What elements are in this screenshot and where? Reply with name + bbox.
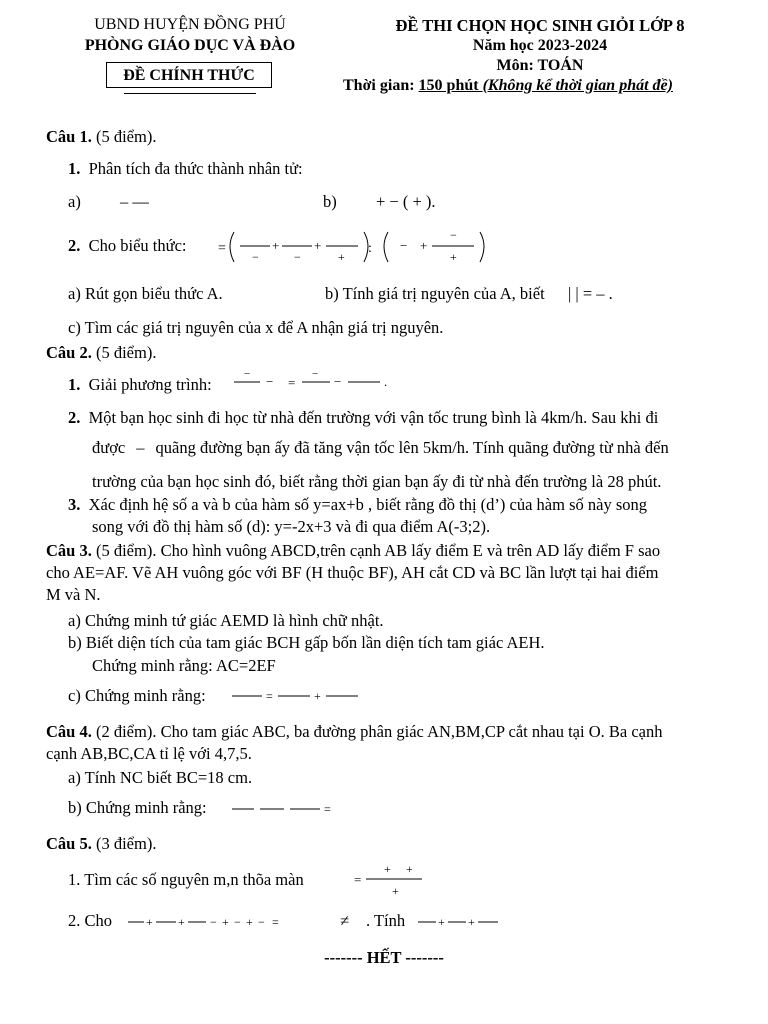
q2-part2-line2 <box>92 438 669 458</box>
department-name: PHÒNG GIÁO DỤC VÀ ĐÀO <box>84 37 296 54</box>
q1-part2-text: Cho biểu thức: <box>88 236 187 255</box>
q1-expression-A <box>216 224 496 268</box>
svg-text:=: = <box>218 241 226 256</box>
q3-part-c-expr <box>230 686 360 709</box>
svg-text:+: + <box>222 915 229 929</box>
q2-points: (5 điểm). <box>91 343 157 362</box>
header-divider <box>124 93 256 94</box>
q3-text1: (5 điểm). Cho hình vuông ABCD,trên cạnh AB lấy điểm E và trên AD lấy điểm F sao <box>91 541 661 560</box>
q1-heading <box>46 127 156 147</box>
official-exam-box: ĐỀ CHÍNH THỨC <box>106 62 272 88</box>
q2-part3-text1: Xác định hệ số a và b của hàm số y=ax+b , biết rằng đồ thị (d’) của hàm số này song <box>88 495 648 514</box>
q3-part-a: a) Chứng minh tứ giác AEMD là hình chữ nhật. <box>68 611 384 630</box>
q2-part2-num: 2. <box>68 408 81 427</box>
svg-text:+: + <box>392 884 399 898</box>
q3-part-c: c) Chứng minh rằng: <box>68 686 206 705</box>
q1-title: Câu 1. <box>46 127 92 146</box>
q2-part1-num: 1. <box>68 375 81 394</box>
q5-part2: 2. Cho <box>68 911 113 930</box>
q1-part1-b-label: b) <box>323 192 337 211</box>
svg-text:+: + <box>384 862 391 876</box>
svg-text:=: = <box>288 375 296 390</box>
svg-text:−: − <box>244 368 251 380</box>
q1-points: (5 điểm). <box>91 127 157 146</box>
svg-text:−: − <box>312 368 319 380</box>
q4-line2: cạnh AB,BC,CA tỉ lệ với 4,7,5. <box>46 744 252 763</box>
q5-compute-label: . Tính <box>366 911 406 930</box>
svg-text:−: − <box>400 238 408 253</box>
q1-part1 <box>68 159 303 179</box>
q2-part3-num: 3. <box>68 495 81 514</box>
q1-part2-b-expr: | | = – . <box>568 284 613 303</box>
time-note: (Không kể thời gian phát đề) <box>482 77 673 94</box>
q5-title: Câu 5. <box>46 834 92 853</box>
q2-part3-line2: song với đồ thị hàm số (d): y=-2x+3 và đi qua điểm A(-3;2). <box>92 517 491 536</box>
q2-part2-line3: trường của bạn học sinh đó, biết rằng thời gian bạn ấy đi từ nhà đến trường là 28 phút. <box>92 472 662 491</box>
svg-text:+: + <box>314 689 321 703</box>
q1-part2-a: a) Rút gọn biểu thức A. <box>68 284 223 303</box>
q4-part-b-expr <box>230 799 340 822</box>
q2-part2-text2b: quãng đường bạn ấy đã tăng vận tốc lên 5km/h. Tính quãng đường từ nhà đến <box>155 438 669 457</box>
svg-text:+: + <box>178 915 185 929</box>
svg-text::: : <box>368 241 372 256</box>
q1-part1-a-expr: – — <box>120 192 149 211</box>
q2-heading <box>46 343 156 363</box>
svg-text:=: = <box>324 802 331 816</box>
svg-text:−: − <box>252 250 259 264</box>
q4-text1: (2 điểm). Cho tam giác ABC, ba đường phân giác AN,BM,CP cắt nhau tại O. Ba cạnh <box>91 722 663 741</box>
svg-text:+: + <box>338 250 345 264</box>
q1-part1-b-expr: + − ( + ). <box>376 192 436 211</box>
q2-equation-graphic <box>230 366 392 396</box>
svg-text:−: − <box>334 374 342 389</box>
q1-part1-a-label: a) <box>68 192 81 211</box>
q2-fraction: – <box>136 438 145 457</box>
svg-text:−: − <box>210 915 217 929</box>
q3-part-b2: Chứng minh rằng: AC=2EF <box>92 656 276 675</box>
q2-equation <box>230 366 392 401</box>
q5-points: (3 điểm). <box>91 834 157 853</box>
q5-compute-graphic <box>416 912 506 930</box>
q5-part2-expr <box>126 912 296 935</box>
svg-text:+: + <box>406 862 413 876</box>
exam-title: ĐỀ THI CHỌN HỌC SINH GIỎI LỚP 8 <box>395 16 685 35</box>
q5-part1: 1. Tìm các số nguyên m,n thõa màn <box>68 870 304 889</box>
q4-part-b: b) Chứng minh rằng: <box>68 798 207 817</box>
svg-text:+: + <box>246 915 253 929</box>
q2-part2-text1: Một bạn học sinh đi học từ nhà đến trường với vận tốc trung bình là 4km/h. Sau khi đi <box>88 408 659 427</box>
q3-part-b1: b) Biết diện tích của tam giác BCH gấp bốn lần diện tích tam giác AEH. <box>68 633 545 652</box>
svg-text:−: − <box>294 250 301 264</box>
svg-text:+: + <box>314 238 322 253</box>
q3-line1 <box>46 541 660 561</box>
q3-part-c-graphic <box>230 686 360 704</box>
q2-part1-text: Giải phương trình: <box>88 375 212 394</box>
q4-part-a: a) Tính NC biết BC=18 cm. <box>68 768 253 787</box>
svg-text:−: − <box>450 228 457 242</box>
q4-line1 <box>46 722 662 742</box>
school-year: Năm học 2023-2024 <box>472 37 608 54</box>
time-label: Thời gian: <box>343 77 419 94</box>
subject: Môn: TOÁN <box>496 57 584 74</box>
q4-part-b-graphic <box>230 799 340 817</box>
q4-title: Câu 4. <box>46 722 92 741</box>
q1-part2 <box>68 236 186 256</box>
svg-text:=: = <box>354 872 362 887</box>
svg-text:−: − <box>258 915 265 929</box>
svg-text:+: + <box>272 238 280 253</box>
svg-text:=: = <box>272 915 279 929</box>
district-name: UBND HUYỆN ĐỒNG PHÚ <box>94 16 286 33</box>
q1-part1-num: 1. <box>68 159 81 178</box>
time-allowed <box>343 77 673 95</box>
time-value: 150 phút <box>418 77 483 94</box>
svg-text:+: + <box>438 915 445 929</box>
q5-part2-graphic <box>126 912 296 930</box>
svg-text:.: . <box>384 374 388 389</box>
svg-text:+: + <box>420 238 428 253</box>
q1-expression-A-graphic <box>216 224 496 268</box>
q2-part3-line1 <box>68 495 647 515</box>
q1-part2-num: 2. <box>68 236 81 255</box>
q2-part2-line1 <box>68 408 658 428</box>
q3-line2: cho AE=AF. Vẽ AH vuông góc với BF (H thuộc BF), AH cắt CD và BC lần lượt tại hai điểm <box>46 563 659 582</box>
svg-text:=: = <box>266 689 273 703</box>
q3-line3: M và N. <box>46 585 101 604</box>
q5-part1-expr <box>350 860 430 903</box>
q1-part2-b: b) Tính giá trị nguyên của A, biết <box>325 284 545 303</box>
q5-compute-expr <box>416 912 506 935</box>
q2-part1 <box>68 375 212 395</box>
q2-title: Câu 2. <box>46 343 92 362</box>
q5-part1-graphic <box>350 860 430 898</box>
end-marker: ------- HẾT ------- <box>324 948 444 967</box>
q2-part2-text2a: được <box>92 438 126 457</box>
svg-text:+: + <box>450 250 457 264</box>
svg-text:+: + <box>468 915 475 929</box>
svg-text:+: + <box>146 915 153 929</box>
svg-text:−: − <box>266 374 274 389</box>
q1-part2-c: c) Tìm các giá trị nguyên của x để A nhận giá trị nguyên. <box>68 318 444 337</box>
svg-text:−: − <box>234 915 241 929</box>
q3-title: Câu 3. <box>46 541 92 560</box>
q1-part1-text: Phân tích đa thức thành nhân tử: <box>88 159 303 178</box>
q5-heading <box>46 834 156 854</box>
q5-not-equal: ≠ <box>340 911 350 930</box>
